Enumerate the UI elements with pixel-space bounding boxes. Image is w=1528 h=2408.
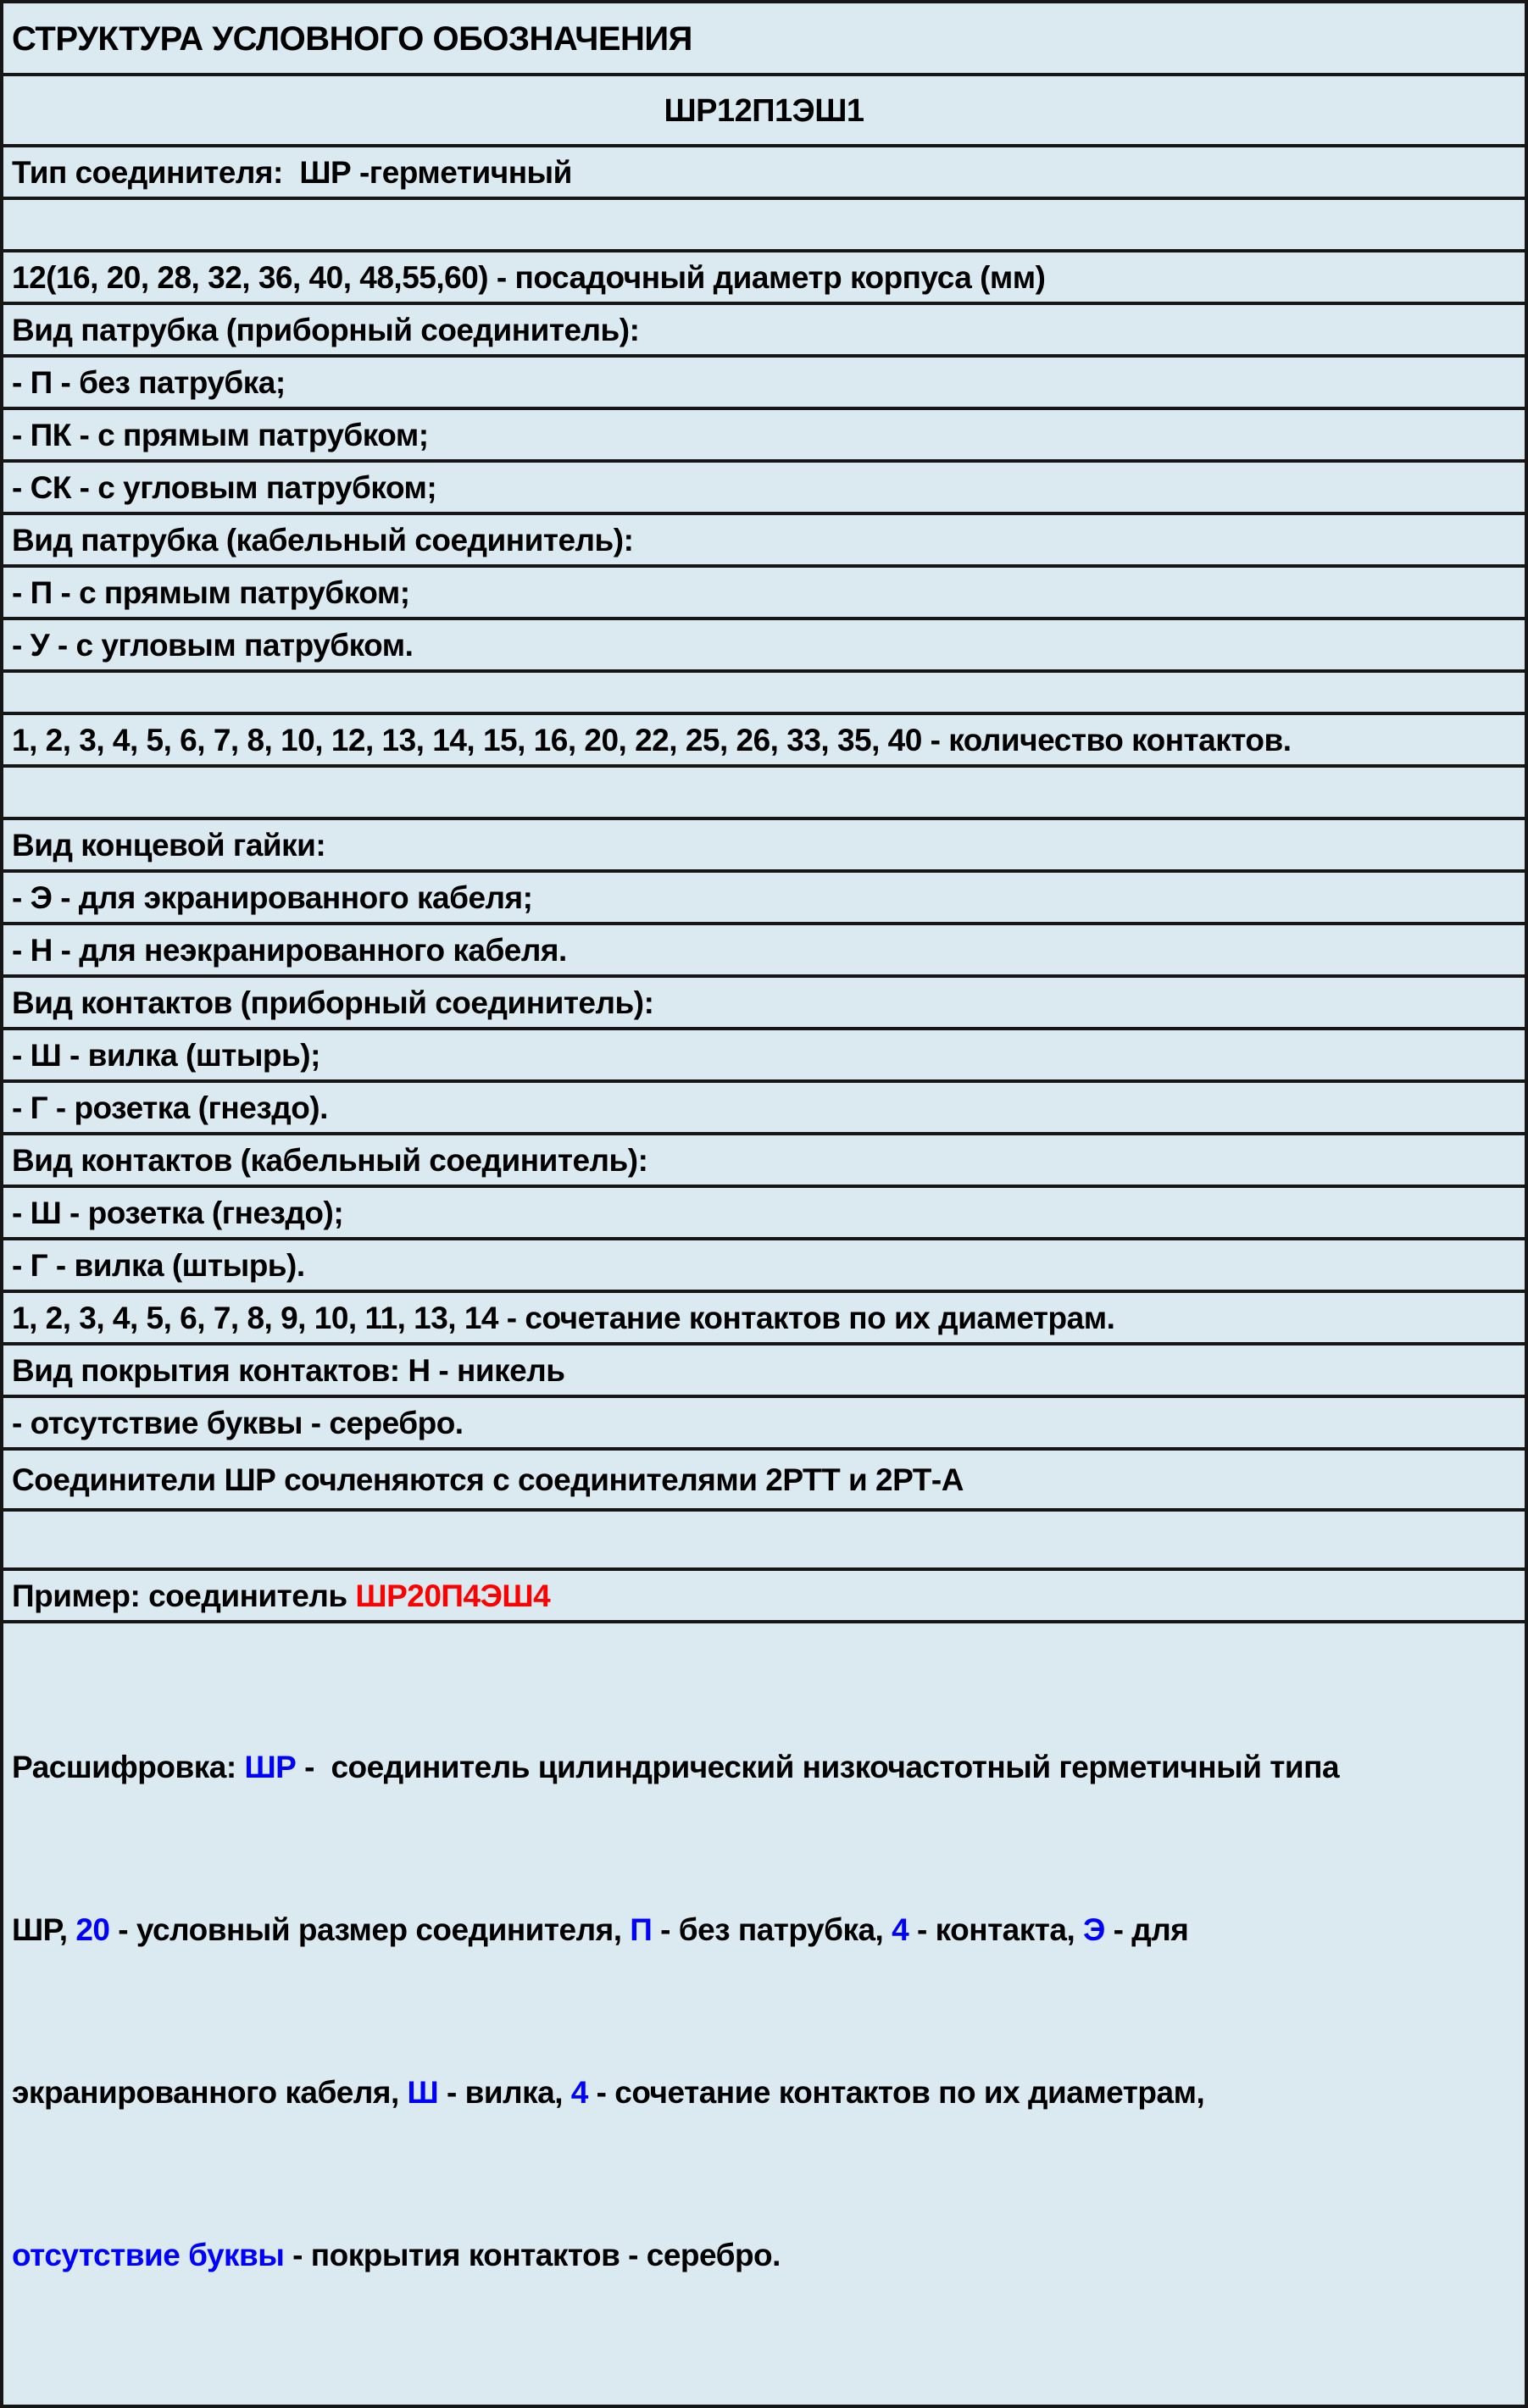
decoding-text: - для (1104, 1912, 1189, 1947)
table-title-row (3, 3, 1525, 76)
contact-type-instrument-header-row (3, 978, 1525, 1030)
row-text: - Ш - вилка (штырь); (12, 1038, 320, 1073)
decoding-text: экранированного кабеля, (12, 2075, 408, 2110)
row-text: - Г - вилка (штырь). (12, 1248, 305, 1283)
table-row (3, 925, 1525, 978)
empty-row (3, 768, 1525, 820)
contact-plating-row (3, 1345, 1525, 1398)
decoding-text: ШР, (12, 1912, 76, 1947)
row-text: - СК - с угловым патрубком; (12, 470, 437, 505)
contact-type-cable-header-row (3, 1135, 1525, 1188)
row-text: - Г - розетка (гнездо). (12, 1090, 328, 1125)
table-row (3, 1188, 1525, 1240)
pipe-type-instrument-header-row (3, 305, 1525, 358)
row-text: - ПК - с прямым патрубком; (12, 418, 429, 452)
table-row (3, 358, 1525, 410)
example-label: Пример: соединитель (12, 1579, 356, 1613)
decoding-text: - сочетание контактов по их диаметрам, (587, 2075, 1205, 2110)
decoding-token: ШР (244, 1750, 297, 1784)
empty-row (3, 200, 1525, 252)
example-code: ШР20П4ЭШ4 (355, 1579, 551, 1613)
example-row (3, 1571, 1525, 1623)
row-text: 12(16, 20, 28, 32, 36, 40, 48,55,60) - посадочный диаметр корпуса (мм) (12, 260, 1046, 295)
decoding-text: - соединитель цилиндрический низкочастотный герметичный типа (296, 1750, 1340, 1784)
decoding-line (12, 1740, 1516, 1795)
table-row (3, 1240, 1525, 1293)
row-text: Тип соединителя: ШР -герметичный (12, 155, 572, 190)
mating-connectors-row (3, 1451, 1525, 1512)
row-text: - П - без патрубка; (12, 365, 286, 400)
row-text: - П - с прямым патрубком; (12, 575, 410, 610)
page-title: СТРУКТУРА УСЛОВНОГО ОБОЗНАЧЕНИЯ (12, 19, 692, 58)
decoding-row (3, 1623, 1525, 2405)
decoding-token: Ш (407, 2075, 439, 2110)
contact-combination-row (3, 1293, 1525, 1345)
decoding-text: - условный размер соединителя, (109, 1912, 631, 1947)
decoding-token: отсутствие буквы (12, 2238, 285, 2272)
decoding-text: - вилка, (438, 2075, 571, 2110)
decoding-token: 20 (75, 1912, 110, 1947)
decoding-text: - покрытия контактов - серебро. (284, 2238, 781, 2272)
table-row (3, 873, 1525, 925)
pipe-type-cable-header-row (3, 515, 1525, 568)
decoding-text: - контакта, (908, 1912, 1084, 1947)
row-text: Вид концевой гайки: (12, 828, 326, 863)
table-row (3, 410, 1525, 463)
row-text: - Ш - розетка (гнездо); (12, 1196, 344, 1230)
table-row (3, 1398, 1525, 1451)
row-text: Вид контактов (приборный соединитель): (12, 985, 654, 1020)
table-row (3, 620, 1525, 673)
decoding-token: П (630, 1912, 653, 1947)
decoding-line (12, 2066, 1516, 2120)
designation-code: ШР12П1ЭШ1 (664, 92, 864, 129)
decoding-line (12, 1903, 1516, 1957)
decoding-token: 4 (892, 1912, 909, 1947)
designation-code-row (3, 76, 1525, 147)
decoding-token: 4 (570, 2075, 588, 2110)
row-text: - отсутствие буквы - серебро. (12, 1406, 464, 1440)
row-text: Соединители ШР сочленяются с соединителями 2РТТ и 2РТ-А (12, 1462, 964, 1497)
empty-row (3, 673, 1525, 715)
row-text: Вид контактов (кабельный соединитель): (12, 1143, 648, 1178)
decoding-token: Э (1083, 1912, 1105, 1947)
row-text: Вид патрубка (приборный соединитель): (12, 313, 640, 347)
empty-row (3, 1512, 1525, 1571)
row-text: Вид патрубка (кабельный соединитель): (12, 523, 634, 558)
decoding-text: Расшифровка: (12, 1750, 245, 1784)
decoding-line (12, 2228, 1516, 2283)
row-text: 1, 2, 3, 4, 5, 6, 7, 8, 9, 10, 11, 13, 14 - сочетание контактов по их диаметрам. (12, 1301, 1115, 1335)
row-text: - Н - для неэкранированного кабеля. (12, 933, 567, 968)
decoding-text: - без патрубка, (652, 1912, 892, 1947)
row-text: 1, 2, 3, 4, 5, 6, 7, 8, 10, 12, 13, 14, 15, 16, 20, 22, 25, 26, 33, 35, 40 - количество контактов. (12, 723, 1292, 757)
body-diameter-row (3, 252, 1525, 305)
contact-count-row (3, 715, 1525, 768)
table-row (3, 463, 1525, 515)
table-row (3, 1030, 1525, 1083)
table-row (3, 568, 1525, 620)
row-text: - Э - для экранированного кабеля; (12, 880, 533, 915)
table-row (3, 1083, 1525, 1135)
end-nut-header-row (3, 820, 1525, 873)
connector-type-row (3, 147, 1525, 200)
row-text: Вид покрытия контактов: Н - никель (12, 1353, 565, 1388)
row-text: - У - с угловым патрубком. (12, 628, 414, 663)
